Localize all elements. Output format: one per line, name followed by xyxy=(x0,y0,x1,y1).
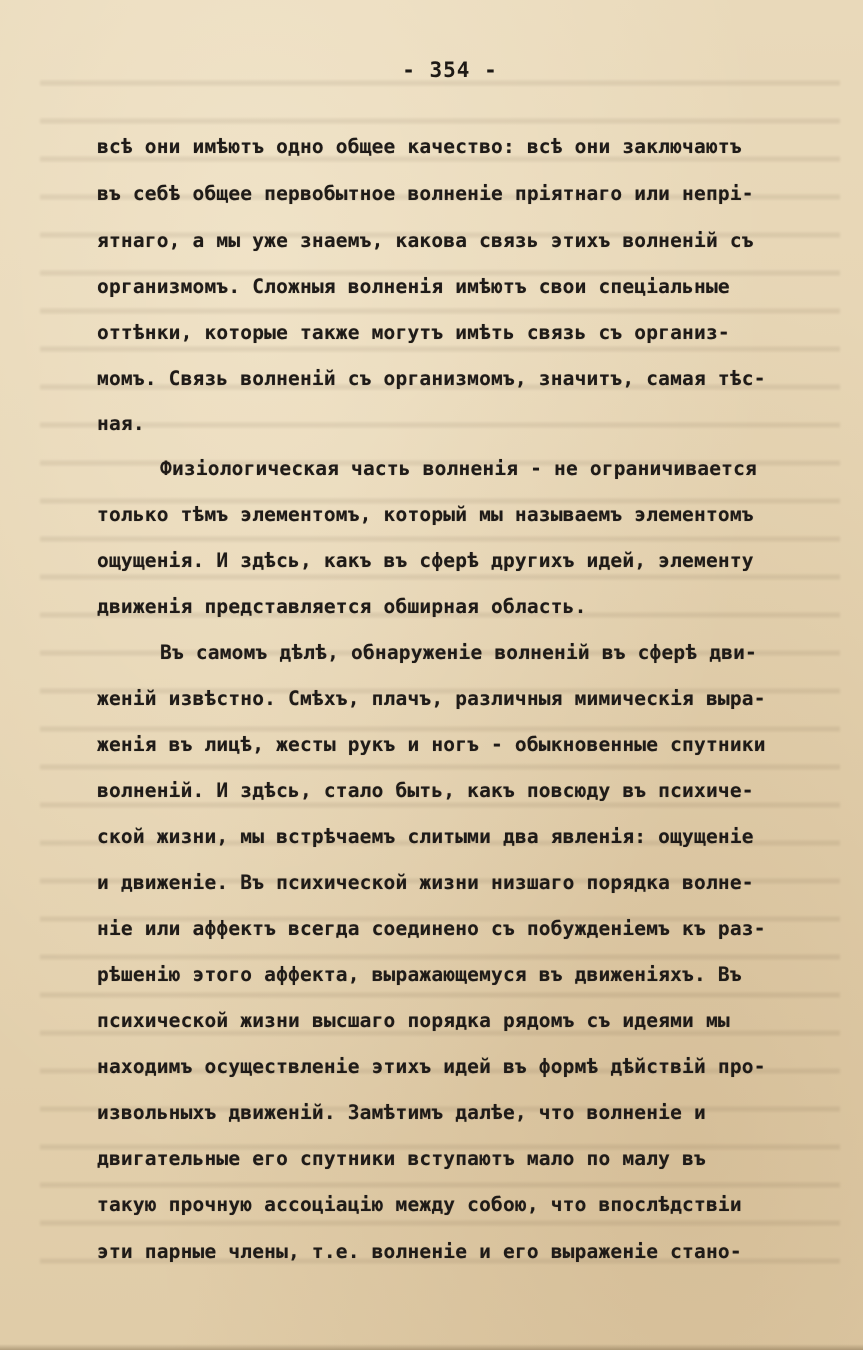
text-line: организмомъ. Сложныя волненія имѣютъ свои спеціальные xyxy=(97,275,730,298)
text-line: ятнаго, а мы уже знаемъ, какова связь этихъ волненій съ xyxy=(97,229,754,252)
text-line: только тѣмъ элементомъ, который мы называемъ элементомъ xyxy=(97,503,754,526)
text-line: женія въ лицѣ, жесты рукъ и ногъ - обыкновенные спутники xyxy=(97,733,766,756)
page-number: - 354 - xyxy=(402,58,498,82)
text-line: всѣ они имѣютъ одно общее качество: всѣ они заключаютъ xyxy=(97,135,742,158)
text-line: ная. xyxy=(97,412,145,435)
text-line: ощущенія. И здѣсь, какъ въ сферѣ другихъ идей, элементу xyxy=(97,549,754,572)
text-line: извольныхъ движеній. Замѣтимъ далѣе, что волненіе и xyxy=(97,1101,706,1124)
page-edge-shadow xyxy=(0,1344,863,1350)
text-line: эти парные члены, т.е. волненіе и его выраженіе стано- xyxy=(97,1240,742,1263)
text-line: рѣшенію этого аффекта, выражающемуся въ движеніяхъ. Въ xyxy=(97,963,742,986)
text-line: женій извѣстно. Смѣхъ, плачъ, различныя мимическія выра- xyxy=(97,687,766,710)
text-line: ской жизни, мы встрѣчаемъ слитыми два явленія: ощущеніе xyxy=(97,825,754,848)
text-line: находимъ осуществленіе этихъ идей въ формѣ дѣйствій про- xyxy=(97,1055,766,1078)
text-line: и движеніе. Въ психической жизни низшаго порядка волне- xyxy=(97,871,754,894)
text-line: движенія представляется обширная область. xyxy=(97,595,587,618)
text-line: Въ самомъ дѣлѣ, обнаруженіе волненій въ сферѣ дви- xyxy=(160,641,757,664)
text-line: волненій. И здѣсь, стало быть, какъ повсюду въ психиче- xyxy=(97,779,754,802)
text-line: момъ. Связь волненій съ организмомъ, значитъ, самая тѣс- xyxy=(97,367,766,390)
text-line: такую прочную ассоціацію между собою, что впослѣдствіи xyxy=(97,1193,742,1216)
text-line: двигательные его спутники вступаютъ мало по малу въ xyxy=(97,1147,706,1170)
text-line: психической жизни высшаго порядка рядомъ съ идеями мы xyxy=(97,1009,730,1032)
text-line: оттѣнки, которые также могутъ имѣть связь съ организ- xyxy=(97,321,730,344)
text-line: ніе или аффектъ всегда соединено съ побужденіемъ къ раз- xyxy=(97,917,766,940)
text-line: въ себѣ общее первобытное волненіе пріятнаго или непрі- xyxy=(97,182,754,205)
text-line: Физіологическая часть волненія - не ограничивается xyxy=(160,457,757,480)
